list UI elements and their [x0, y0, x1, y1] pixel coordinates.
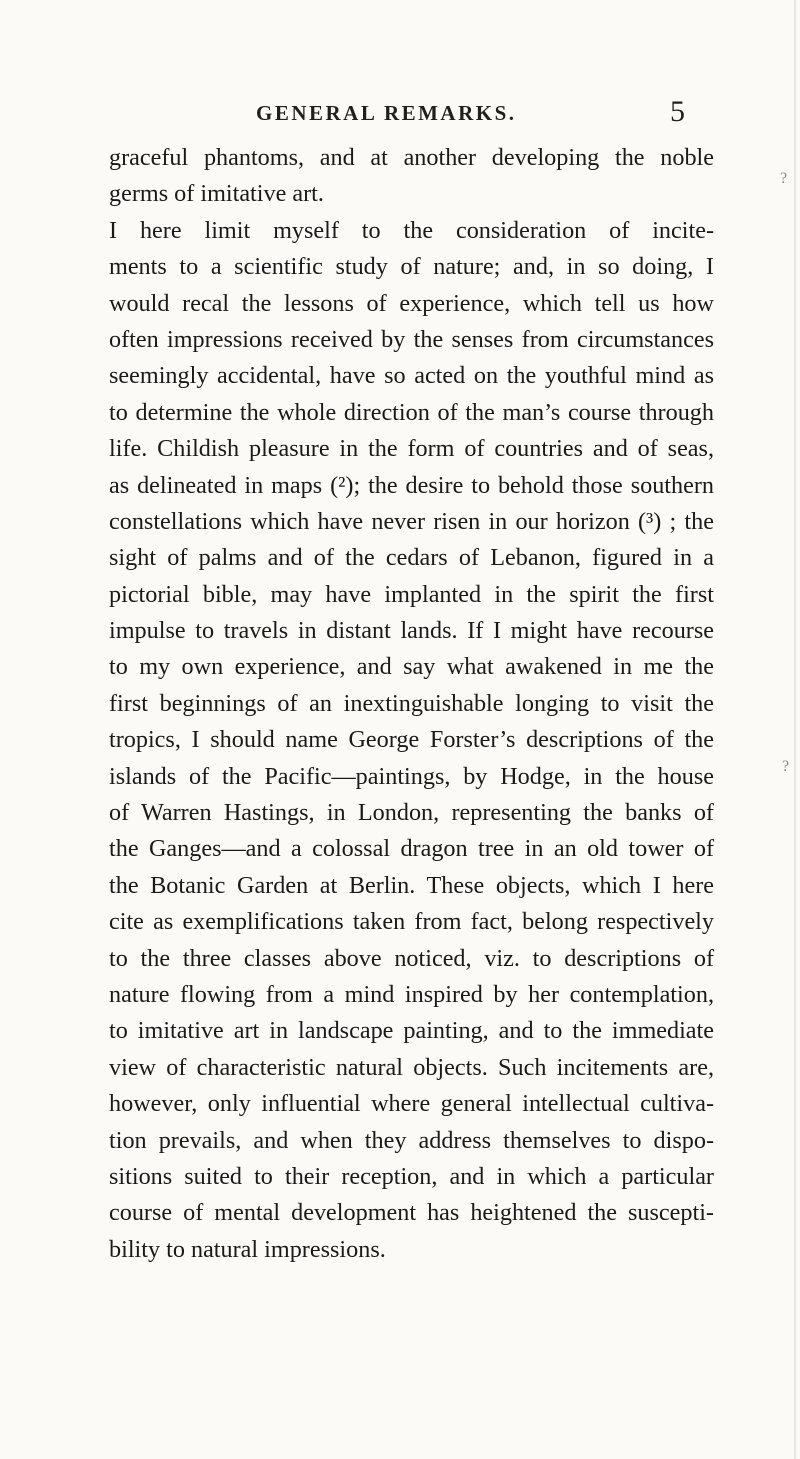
text-line: view of characteristic natural objects. Such incitements are,: [109, 1053, 714, 1081]
running-head: [0, 95, 800, 135]
text-line: would recal the lessons of experience, which tell us how: [109, 289, 714, 317]
text-line: germs of imitative art.: [109, 180, 324, 208]
text-line: to my own experience, and say what awakened in me the: [109, 653, 714, 681]
text-line: graceful phantoms, and at another developing the noble: [109, 144, 714, 171]
text-line: to determine the whole direction of the man’s course through: [109, 398, 714, 426]
text-line: of Warren Hastings, in London, representing the banks of: [109, 799, 714, 827]
text-line: cite as exemplifications taken from fact, belong respectively: [109, 908, 714, 936]
text-line: to the three classes above noticed, viz. to descriptions of: [109, 944, 714, 972]
text-line: sitions suited to their reception, and in which a particular: [109, 1162, 714, 1190]
text-line: often impressions received by the senses from circumstances: [109, 325, 714, 353]
text-line: however, only influential where general intellectual cultiva-: [109, 1090, 714, 1118]
text-line: impulse to travels in distant lands. If I might have recourse: [109, 617, 714, 645]
text-line: islands of the Pacific—paintings, by Hodge, in the house: [109, 762, 714, 790]
text-line: the Ganges—and a colossal dragon tree in an old tower of: [109, 835, 714, 863]
page-number: 5: [670, 95, 685, 128]
text-line: constellations which have never risen in our horizon (³) ; the: [109, 507, 714, 535]
text-line: pictorial bible, may have implanted in the spirit the first: [109, 580, 714, 608]
text-line: the Botanic Garden at Berlin. These objects, which I here: [109, 871, 714, 899]
text-line: sight of palms and of the cedars of Lebanon, figured in a: [109, 544, 714, 572]
text-line: as delineated in maps (²); the desire to behold those southern: [109, 471, 714, 499]
text-line: tion prevails, and when they address themselves to dispo-: [109, 1126, 714, 1154]
text-line: tropics, I should name George Forster’s descriptions of the: [109, 726, 714, 754]
body-text: [109, 140, 714, 1268]
text-line: nature flowing from a mind inspired by her contemplation,: [109, 980, 714, 1008]
page-edge: [794, 0, 796, 1459]
running-title: GENERAL REMARKS.: [256, 101, 517, 125]
text-line: course of mental development has heightened the suscepti-: [109, 1199, 714, 1227]
margin-mark: ?: [782, 758, 790, 775]
text-line: first beginnings of an inextinguishable longing to visit the: [109, 689, 714, 717]
text-line: life. Childish pleasure in the form of countries and of seas,: [109, 435, 714, 463]
text-line: I here limit myself to the consideration of incite-: [109, 216, 714, 244]
text-line: to imitative art in landscape painting, and to the immediate: [109, 1017, 714, 1045]
margin-mark: ?: [780, 170, 788, 187]
text-line: bility to natural impressions.: [109, 1235, 386, 1263]
text-line: seemingly accidental, have so acted on the youthful mind as: [109, 362, 714, 390]
text-line: ments to a scientific study of nature; and, in so doing, I: [109, 253, 714, 281]
